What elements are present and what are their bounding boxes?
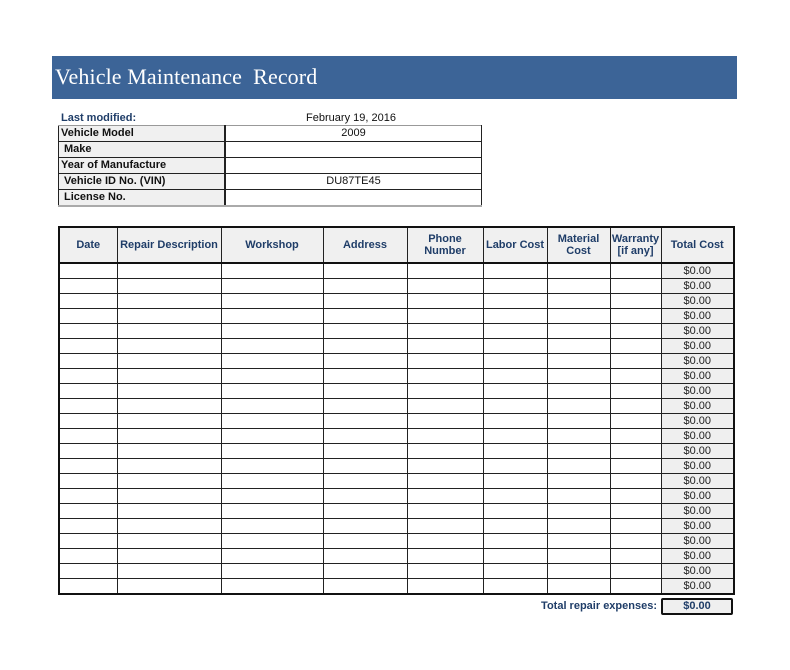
table-row (59, 459, 734, 474)
column-header: Address (323, 227, 407, 263)
vehicle-info-table (58, 125, 482, 207)
table-cell[interactable] (610, 504, 661, 519)
table-cell[interactable] (117, 294, 221, 309)
total-cost-cell: $0.00 (661, 369, 734, 384)
table-cell[interactable] (610, 549, 661, 564)
table-cell[interactable] (323, 444, 407, 459)
table-cell[interactable] (407, 384, 483, 399)
table-cell[interactable] (117, 549, 221, 564)
table-cell[interactable] (323, 294, 407, 309)
table-cell[interactable] (610, 474, 661, 489)
table-cell[interactable] (547, 414, 610, 429)
table-cell[interactable] (547, 564, 610, 579)
info-row (59, 126, 482, 142)
table-cell[interactable] (221, 384, 323, 399)
table-row (59, 399, 734, 414)
table-cell[interactable] (483, 504, 547, 519)
table-row (59, 279, 734, 294)
table-cell[interactable] (323, 309, 407, 324)
table-cell[interactable] (117, 534, 221, 549)
total-cost-cell: $0.00 (661, 384, 734, 399)
total-cost-cell: $0.00 (661, 549, 734, 564)
table-cell[interactable] (221, 459, 323, 474)
table-cell[interactable] (59, 369, 117, 384)
table-cell[interactable] (547, 534, 610, 549)
table-cell[interactable] (483, 399, 547, 414)
total-cost-cell: $0.00 (661, 414, 734, 429)
info-row (59, 158, 482, 174)
table-cell[interactable] (547, 354, 610, 369)
info-label: Make (59, 142, 226, 158)
table-cell[interactable] (610, 263, 661, 279)
table-cell[interactable] (547, 369, 610, 384)
table-cell[interactable] (221, 309, 323, 324)
table-cell[interactable] (610, 519, 661, 534)
table-cell[interactable] (610, 444, 661, 459)
table-cell[interactable] (483, 444, 547, 459)
table-cell[interactable] (610, 339, 661, 354)
table-cell[interactable] (407, 339, 483, 354)
total-cost-cell: $0.00 (661, 354, 734, 369)
table-cell[interactable] (117, 279, 221, 294)
table-cell[interactable] (221, 279, 323, 294)
table-cell[interactable] (407, 414, 483, 429)
table-cell[interactable] (221, 504, 323, 519)
table-row (59, 324, 734, 339)
table-cell[interactable] (59, 579, 117, 595)
table-cell[interactable] (59, 504, 117, 519)
total-cost-cell: $0.00 (661, 474, 734, 489)
total-cost-cell: $0.00 (661, 429, 734, 444)
table-cell[interactable] (323, 429, 407, 444)
column-header: Date (59, 227, 117, 263)
table-cell[interactable] (59, 324, 117, 339)
total-cost-cell: $0.00 (661, 339, 734, 354)
table-cell[interactable] (221, 534, 323, 549)
table-cell[interactable] (323, 534, 407, 549)
column-header: Workshop (221, 227, 323, 263)
table-cell[interactable] (117, 263, 221, 279)
table-cell[interactable] (547, 399, 610, 414)
table-cell[interactable] (59, 294, 117, 309)
table-cell[interactable] (59, 519, 117, 534)
table-cell[interactable] (407, 279, 483, 294)
table-cell[interactable] (117, 399, 221, 414)
total-cost-cell: $0.00 (661, 519, 734, 534)
table-cell[interactable] (407, 474, 483, 489)
table-cell[interactable] (610, 489, 661, 504)
table-row (59, 564, 734, 579)
last-modified-value[interactable]: February 19, 2016 (306, 112, 396, 124)
column-header: Total Cost (661, 227, 734, 263)
table-cell[interactable] (221, 519, 323, 534)
table-cell[interactable] (221, 399, 323, 414)
table-cell[interactable] (323, 339, 407, 354)
table-cell[interactable] (59, 399, 117, 414)
table-cell[interactable] (323, 384, 407, 399)
table-cell[interactable] (483, 339, 547, 354)
table-cell[interactable] (610, 564, 661, 579)
table-cell[interactable] (547, 489, 610, 504)
table-cell[interactable] (117, 504, 221, 519)
table-cell[interactable] (407, 354, 483, 369)
table-cell[interactable] (483, 279, 547, 294)
title-bar (52, 56, 737, 99)
column-header: Labor Cost (483, 227, 547, 263)
table-cell[interactable] (221, 369, 323, 384)
table-row (59, 474, 734, 489)
table-cell[interactable] (323, 564, 407, 579)
table-cell[interactable] (407, 294, 483, 309)
info-value-field[interactable] (225, 190, 482, 207)
table-cell[interactable] (407, 519, 483, 534)
table-cell[interactable] (407, 324, 483, 339)
table-cell[interactable] (483, 414, 547, 429)
table-row (59, 429, 734, 444)
table-cell[interactable] (59, 354, 117, 369)
table-row (59, 414, 734, 429)
table-cell[interactable] (59, 263, 117, 279)
table-cell[interactable] (59, 534, 117, 549)
table-cell[interactable] (547, 263, 610, 279)
table-cell[interactable] (323, 549, 407, 564)
table-cell[interactable] (323, 354, 407, 369)
table-cell[interactable] (117, 369, 221, 384)
table-cell[interactable] (117, 429, 221, 444)
table-cell[interactable] (221, 549, 323, 564)
table-cell[interactable] (323, 489, 407, 504)
table-cell[interactable] (483, 579, 547, 595)
table-cell[interactable] (547, 309, 610, 324)
table-cell[interactable] (221, 263, 323, 279)
total-expenses-label: Total repair expenses: (541, 600, 657, 612)
table-cell[interactable] (117, 474, 221, 489)
table-row (59, 263, 734, 279)
info-label: Year of Manufacture (59, 158, 226, 174)
table-cell[interactable] (483, 564, 547, 579)
table-cell[interactable] (610, 459, 661, 474)
table-cell[interactable] (117, 519, 221, 534)
table-cell[interactable] (323, 474, 407, 489)
total-cost-cell: $0.00 (661, 279, 734, 294)
table-row (59, 519, 734, 534)
maintenance-log-table (58, 226, 735, 595)
table-cell[interactable] (610, 324, 661, 339)
total-cost-cell: $0.00 (661, 324, 734, 339)
table-cell[interactable] (221, 474, 323, 489)
table-cell[interactable] (221, 414, 323, 429)
total-cost-cell: $0.00 (661, 444, 734, 459)
table-row (59, 579, 734, 595)
table-cell[interactable] (483, 354, 547, 369)
table-cell[interactable] (483, 429, 547, 444)
table-cell[interactable] (547, 474, 610, 489)
total-cost-cell: $0.00 (661, 489, 734, 504)
table-cell[interactable] (59, 564, 117, 579)
table-cell[interactable] (483, 263, 547, 279)
info-value-field[interactable] (225, 158, 482, 174)
info-label: License No. (59, 190, 226, 207)
table-cell[interactable] (221, 294, 323, 309)
info-value-field[interactable]: DU87TE45 (225, 174, 482, 190)
table-cell[interactable] (547, 504, 610, 519)
info-label: Vehicle ID No. (VIN) (59, 174, 226, 190)
table-cell[interactable] (547, 459, 610, 474)
table-row (59, 534, 734, 549)
table-row (59, 294, 734, 309)
table-cell[interactable] (547, 339, 610, 354)
table-cell[interactable] (221, 489, 323, 504)
table-cell[interactable] (407, 564, 483, 579)
total-cost-cell: $0.00 (661, 534, 734, 549)
total-cost-cell: $0.00 (661, 579, 734, 595)
table-cell[interactable] (221, 444, 323, 459)
table-cell[interactable] (59, 549, 117, 564)
table-cell[interactable] (483, 549, 547, 564)
table-cell[interactable] (59, 309, 117, 324)
table-cell[interactable] (59, 279, 117, 294)
table-cell[interactable] (610, 279, 661, 294)
table-cell[interactable] (547, 549, 610, 564)
table-cell[interactable] (483, 384, 547, 399)
table-cell[interactable] (59, 339, 117, 354)
total-cost-cell: $0.00 (661, 399, 734, 414)
table-cell[interactable] (117, 324, 221, 339)
table-cell[interactable] (323, 279, 407, 294)
table-cell[interactable] (221, 429, 323, 444)
table-cell[interactable] (610, 294, 661, 309)
column-header: Warranty [if any] (610, 227, 661, 263)
table-cell[interactable] (407, 534, 483, 549)
total-cost-cell: $0.00 (661, 309, 734, 324)
table-cell[interactable] (610, 534, 661, 549)
table-cell[interactable] (483, 459, 547, 474)
table-cell[interactable] (610, 369, 661, 384)
table-row (59, 309, 734, 324)
table-cell[interactable] (117, 309, 221, 324)
table-cell[interactable] (483, 519, 547, 534)
table-cell[interactable] (547, 324, 610, 339)
table-cell[interactable] (547, 444, 610, 459)
info-value-field[interactable]: 2009 (225, 126, 482, 142)
table-row (59, 384, 734, 399)
table-cell[interactable] (323, 263, 407, 279)
table-cell[interactable] (483, 489, 547, 504)
table-cell[interactable] (483, 324, 547, 339)
table-cell[interactable] (323, 399, 407, 414)
table-cell[interactable] (610, 429, 661, 444)
table-row (59, 354, 734, 369)
table-cell[interactable] (483, 309, 547, 324)
table-cell[interactable] (483, 369, 547, 384)
total-cost-cell: $0.00 (661, 294, 734, 309)
table-row (59, 549, 734, 564)
table-cell[interactable] (117, 414, 221, 429)
table-cell[interactable] (407, 309, 483, 324)
info-row (59, 174, 482, 190)
table-cell[interactable] (59, 459, 117, 474)
table-row (59, 369, 734, 384)
table-cell[interactable] (117, 339, 221, 354)
table-cell[interactable] (323, 459, 407, 474)
table-cell[interactable] (323, 414, 407, 429)
table-cell[interactable] (610, 354, 661, 369)
table-cell[interactable] (59, 414, 117, 429)
table-cell[interactable] (407, 444, 483, 459)
table-cell[interactable] (59, 429, 117, 444)
table-row (59, 504, 734, 519)
table-cell[interactable] (407, 579, 483, 595)
table-cell[interactable] (117, 459, 221, 474)
table-cell[interactable] (117, 489, 221, 504)
table-cell[interactable] (547, 579, 610, 595)
info-value-field[interactable] (225, 142, 482, 158)
total-cost-cell: $0.00 (661, 504, 734, 519)
info-row (59, 142, 482, 158)
table-cell[interactable] (117, 354, 221, 369)
column-header: Repair Description (117, 227, 221, 263)
column-header: Material Cost (547, 227, 610, 263)
table-cell[interactable] (323, 369, 407, 384)
table-cell[interactable] (117, 444, 221, 459)
table-cell[interactable] (323, 579, 407, 595)
table-row (59, 339, 734, 354)
table-cell[interactable] (221, 324, 323, 339)
table-cell[interactable] (59, 474, 117, 489)
table-cell[interactable] (483, 534, 547, 549)
table-cell[interactable] (547, 429, 610, 444)
info-row (59, 190, 482, 207)
table-cell[interactable] (610, 579, 661, 595)
table-cell[interactable] (59, 489, 117, 504)
last-modified-label: Last modified: (61, 112, 137, 124)
page-title: Vehicle Maintenance Record (55, 64, 318, 89)
total-expenses-value: $0.00 (661, 598, 733, 615)
table-cell[interactable] (59, 384, 117, 399)
table-cell[interactable] (547, 294, 610, 309)
table-cell[interactable] (59, 444, 117, 459)
table-cell[interactable] (547, 519, 610, 534)
table-cell[interactable] (323, 504, 407, 519)
total-cost-cell: $0.00 (661, 263, 734, 279)
table-cell[interactable] (407, 549, 483, 564)
table-cell[interactable] (407, 263, 483, 279)
table-cell[interactable] (407, 429, 483, 444)
table-cell[interactable] (117, 579, 221, 595)
table-cell[interactable] (407, 399, 483, 414)
table-cell[interactable] (221, 339, 323, 354)
table-cell[interactable] (610, 399, 661, 414)
table-cell[interactable] (610, 414, 661, 429)
total-cost-cell: $0.00 (661, 459, 734, 474)
table-cell[interactable] (323, 519, 407, 534)
column-header: Phone Number (407, 227, 483, 263)
table-cell[interactable] (610, 309, 661, 324)
info-label: Vehicle Model (59, 126, 226, 142)
table-cell[interactable] (323, 324, 407, 339)
table-cell[interactable] (407, 504, 483, 519)
table-cell[interactable] (407, 459, 483, 474)
table-cell[interactable] (610, 384, 661, 399)
table-cell[interactable] (547, 384, 610, 399)
table-row (59, 444, 734, 459)
table-cell[interactable] (483, 474, 547, 489)
table-row (59, 489, 734, 504)
table-cell[interactable] (547, 279, 610, 294)
table-cell[interactable] (221, 354, 323, 369)
table-cell[interactable] (221, 579, 323, 595)
table-cell[interactable] (221, 564, 323, 579)
table-cell[interactable] (117, 564, 221, 579)
table-cell[interactable] (407, 489, 483, 504)
total-cost-cell: $0.00 (661, 564, 734, 579)
table-cell[interactable] (483, 294, 547, 309)
table-cell[interactable] (117, 384, 221, 399)
table-cell[interactable] (407, 369, 483, 384)
